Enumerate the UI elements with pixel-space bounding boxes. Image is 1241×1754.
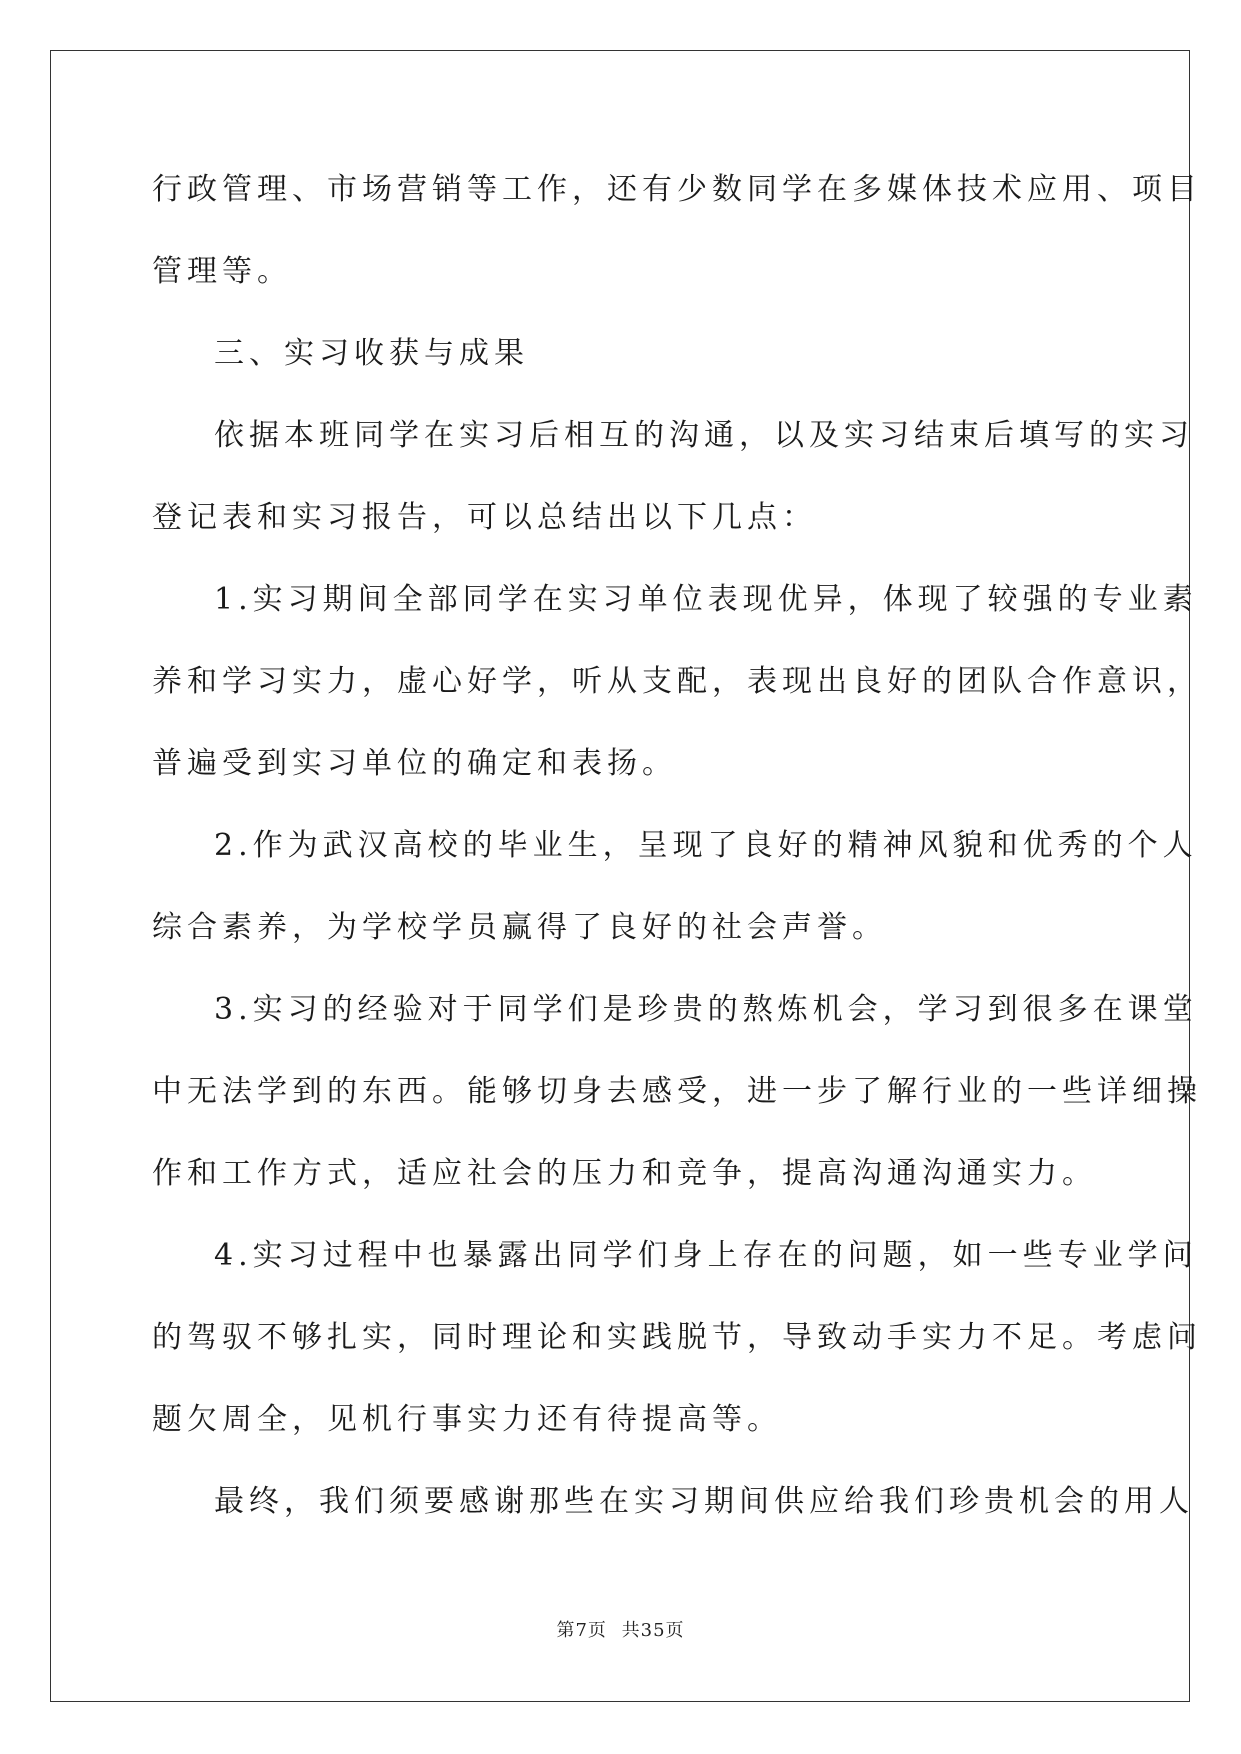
document-body [152,160,1202,1554]
section-heading: 三、实习收获与成果 [214,336,529,371]
text-line: 的驾驭不够扎实，同时理论和实践脱节，导致动手实力不足。考虑问 [152,1320,1202,1355]
page-number: 第7页 [556,1620,607,1641]
text-line: 登记表和实习报告，可以总结出以下几点： [152,500,817,535]
text-line: 1.实习期间全部同学在实习单位表现优异，体现了较强的专业素 [214,582,1198,617]
text-line: 最终，我们须要感谢那些在实习期间供应给我们珍贵机会的用人 [214,1484,1194,1519]
text-line: 4.实习过程中也暴露出同学们身上存在的问题，如一些专业学问 [214,1238,1198,1273]
text-line: 管理等。 [152,254,292,289]
text-line: 普遍受到实习单位的确定和表扬。 [152,746,677,781]
text-line: 养和学习实力，虚心好学，听从支配，表现出良好的团队合作意识， [152,664,1202,699]
text-line: 作和工作方式，适应社会的压力和竞争，提高沟通沟通实力。 [152,1156,1097,1191]
text-line: 中无法学到的东西。能够切身去感受，进一步了解行业的一些详细操 [152,1074,1202,1109]
text-line: 依据本班同学在实习后相互的沟通，以及实习结束后填写的实习 [214,418,1194,453]
page-footer [0,1616,1241,1642]
text-line: 2.作为武汉高校的毕业生，呈现了良好的精神风貌和优秀的个人 [214,828,1198,863]
text-line: 3.实习的经验对于同学们是珍贵的熬炼机会，学习到很多在课堂 [214,992,1198,1027]
text-line: 题欠周全，见机行事实力还有待提高等。 [152,1402,782,1437]
text-line: 综合素养，为学校学员赢得了良好的社会声誉。 [152,910,887,945]
page-total: 共35页 [621,1620,685,1641]
text-line: 行政管理、市场营销等工作，还有少数同学在多媒体技术应用、项目 [152,172,1202,207]
